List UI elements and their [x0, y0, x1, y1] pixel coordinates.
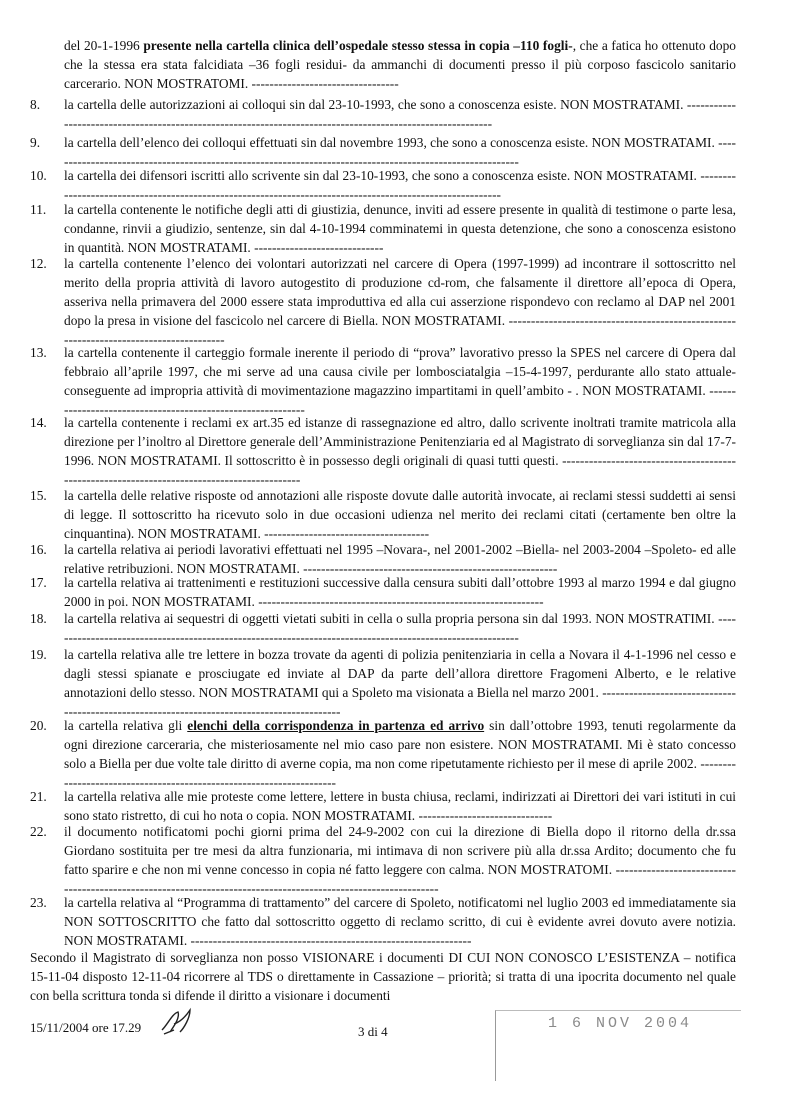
- item-text: la cartella relativa al “Programma di trattamento” del carcere di Spoleto, notificatomi nel luglio 2003 ed immediatamente sia NON SOTTOSCRITTO che fatto dal sottoscritto oggetto di reclamo scritto, di cui è evidente avrei dovuto avere notizia. NON MOSTRATAMI. ---------------------------------------------------------------: [64, 895, 736, 949]
- item-text-start: la cartella relativa gli: [64, 718, 188, 733]
- stamp-date: 1 6 NOV 2004: [548, 1015, 693, 1032]
- list-item-23: [30, 893, 736, 950]
- list-item-8: [30, 95, 736, 133]
- item-text: la cartella relativa ai periodi lavorativi effettuati nel 1995 –Novara-, nel 2001-2002 –Biella- nel 2003-2004 –Spoleto- ed alle relative retribuzioni. NON MOSTRATAMI. ---------------------------------------------------------: [64, 542, 736, 577]
- underlined-emphasis: elenchi della corrispondenza in partenza ed arrivo: [187, 718, 485, 733]
- list-item-20: [30, 716, 736, 792]
- item-number: 12.: [30, 256, 47, 271]
- item-text: la cartella delle relative risposte od annotazioni alle risposte dovute dalle autorità invocate, ai reclami stessi suddetti ai sensi di legge. Il sottoscritto ha ricevuto solo in due occasioni udienza nel merito dei reclami citati (certamente ben oltre la cinquantina). NON MOSTRATAMI. -------------------------------------: [64, 488, 736, 542]
- item-text-end: sin dall’ottobre 1993, tenuti regolarmente da ogni direzione carceraria, che misteriosamente nel mio caso pare non esistere. NON MOSTRATAMI. Mi è stato concesso solo a Biella per due volte tale diritto di averne copia, ma non come ripetutamente richiesto per il mese di aprile 2002. ---------------------------------------------------------------------: [64, 718, 737, 791]
- list-item-18: [30, 609, 736, 647]
- item-number: 18.: [30, 611, 47, 626]
- item-number: 14.: [30, 415, 47, 430]
- item-number: 23.: [30, 895, 47, 910]
- item-number: 20.: [30, 718, 47, 733]
- list-item-11: [30, 200, 736, 257]
- list-item-10: [30, 166, 736, 204]
- item-number: 11.: [30, 202, 47, 217]
- item-number: 17.: [30, 575, 47, 590]
- item-number: 10.: [30, 168, 47, 183]
- item-text: il documento notificatomi pochi giorni prima del 24-9-2002 con cui la direzione di Biella dopo il ritorno della dr.ssa Giordano sostituita per tre mesi da altra funzionaria, mi intimava di non scrivere più alla dr.ssa Ardito; documento che fu fatto sparire e che non mi venne concesso in copia né fatto leggere con calma. NON MOSTRATOMI. ---------------------------------------------------------------------------------------------------------------: [64, 824, 736, 897]
- intro-text-start: del 20-1-1996: [64, 38, 144, 53]
- item-number: 8.: [30, 97, 41, 112]
- item-text: la cartella contenente l’elenco dei volontari autorizzati nel carcere di Opera (1997-1999) ad incontrare il sottoscritto nel merito della propria attività di lavoro autogestito di produzione cd-rom, che falsamente il direttore all’epoca di Opera, asseriva nella primavera del 2000 essere stata improduttiva ed alla cui asserzione rispondevo con reclamo al DAP nel 2001 dopo la presa in visione del fascicolo nel carcere di Biella. NON MOSTRATAMI. ---------------------------------------------------------------------------------------: [64, 256, 736, 348]
- item-number: 22.: [30, 824, 47, 839]
- signature-icon: [160, 1006, 200, 1036]
- item-number: 21.: [30, 789, 47, 804]
- item-text: la cartella delle autorizzazioni ai colloqui sin dal 23-10-1993, che sono a conoscenza esiste. NON MOSTRATAMI. -----------------------------------------------------------------------------------------------------------: [64, 97, 736, 132]
- list-item-21: [30, 787, 736, 825]
- item-text: la cartella relativa alle tre lettere in bozza trovate da agenti di polizia penitenziaria in cella a Novara il 4-1-1996 nel cesso e dagli stessi spianate e prosciugate ed inviate al DAP da parte dell’allora direttore Fragomeni Alberto, e le relative annotazioni dello stesso. NON MOSTRATAMI qui a Spoleto ma visionata a Biella nel marzo 2001. --------------------------------------------------------------------------------------------: [64, 647, 736, 720]
- item-number: 15.: [30, 488, 47, 503]
- intro-text-end: , che a fatica ho ottenuto dopo che la stessa era stata falcidiata –36 fogli residui- da ammanchi di documenti presso il più corposo fascicolo sanitario carcerario. NON MOSTRATOMI. ---------------------------------: [64, 38, 736, 92]
- item-text: la cartella relativa ai sequestri di oggetti vietati subiti in cella o sulla propria persona sin dal 1993. NON MOSTRATIMI. ----------------------------------------------------------------------------------------------------------: [64, 611, 736, 646]
- item-number: 16.: [30, 542, 47, 557]
- item-text: la cartella relativa ai trattenimenti e restituzioni successive dalla censura subiti dall’ottobre 1993 al marzo 1994 e dal giugno 2000 in poi. NON MOSTRATAMI. ----------------------------------------------------------------: [64, 575, 736, 610]
- item-text: la cartella relativa alle mie proteste come lettere, lettere in busta chiusa, reclami, indirizzati ai Direttori dei vari istituti in cui sono stato ristretto, di cui ho nota o copia. NON MOSTRATAMI. ------------------------------: [64, 789, 736, 824]
- list-item-17: [30, 573, 736, 611]
- list-item-14: [30, 413, 736, 489]
- item-text: la cartella dell’elenco dei colloqui effettuati sin dal novembre 1993, che sono a conoscenza esiste. NON MOSTRATAMI. ----------------------------------------------------------------------------------------------------------: [64, 135, 736, 170]
- footer-date: 15/11/2004 ore 17.29: [30, 1020, 142, 1035]
- closing-paragraph: Secondo il Magistrato di sorveglianza non posso VISIONARE i documenti DI CUI NON CONOSCO L’ESISTENZA – notifica 15-11-04 disposto 12-11-04 ricorrere al TDS o direttamente in Cassazione – priorità; si tratta di una ipocrita documento nel quale con bella scrittura tonda si difende il diritto a visionare i documenti: [30, 950, 736, 1004]
- item-number: 9.: [30, 135, 41, 150]
- item-text: la cartella contenente i reclami ex art.35 ed istanze di rassegnazione ed altro, dallo scrivente inoltrati tramite matricola alla direzione per l’inoltro al Direttore generale dell’Amministrazione Penitenziaria ed al Magistrato di sorveglianza sin dal 17-7-1996. NON MOSTRATAMI. Il sottoscritto è in possesso degli originali di quasi tutti questi. --------------------------------------------------------------------------------------------: [64, 415, 736, 488]
- list-item-22: [30, 822, 736, 898]
- page-number: 3 di 4: [358, 1024, 388, 1039]
- list-item-15: [30, 486, 736, 543]
- item-text: la cartella contenente le notifiche degli atti di giustizia, denunce, inviti ad essere presente in qualità di testimone o parte lesa, condanne, rinvii a giudizio, sentenze, sin dal 4-10-1994 comminatemi in questa detenzione, che sono a conoscenza esistono in quantità. NON MOSTRATAMI. -----------------------------: [64, 202, 736, 256]
- item-text: la cartella dei difensori iscritti allo scrivente sin dal 23-10-1993, che sono a conoscenza esiste. NON MOSTRATAMI. ----------------------------------------------------------------------------------------------------------: [64, 168, 736, 203]
- item-text: la cartella contenente il carteggio formale inerente il periodo di “prova” lavorativo presso la SPES nel carcere di Opera dal febbraio all’aprile 1997, che mi serve ad una causa civile per lombosciatalgia –15-4-1997, perdurante allo stato attuale- conseguente ad impropria attività di movimentazione magazzino impartitami in quell’ambito - . NON MOSTRATAMI. ------------------------------------------------------------: [64, 345, 736, 418]
- item-text: [64, 716, 736, 792]
- list-item-13: [30, 343, 736, 419]
- list-item-12: [30, 254, 736, 349]
- intro-paragraph: [64, 36, 736, 93]
- list-item-19: [30, 645, 736, 721]
- intro-emphasis: presente nella cartella clinica dell’ospedale stesso stessa in copia –110 fogli-: [143, 38, 573, 53]
- item-number: 13.: [30, 345, 47, 360]
- item-number: 19.: [30, 647, 47, 662]
